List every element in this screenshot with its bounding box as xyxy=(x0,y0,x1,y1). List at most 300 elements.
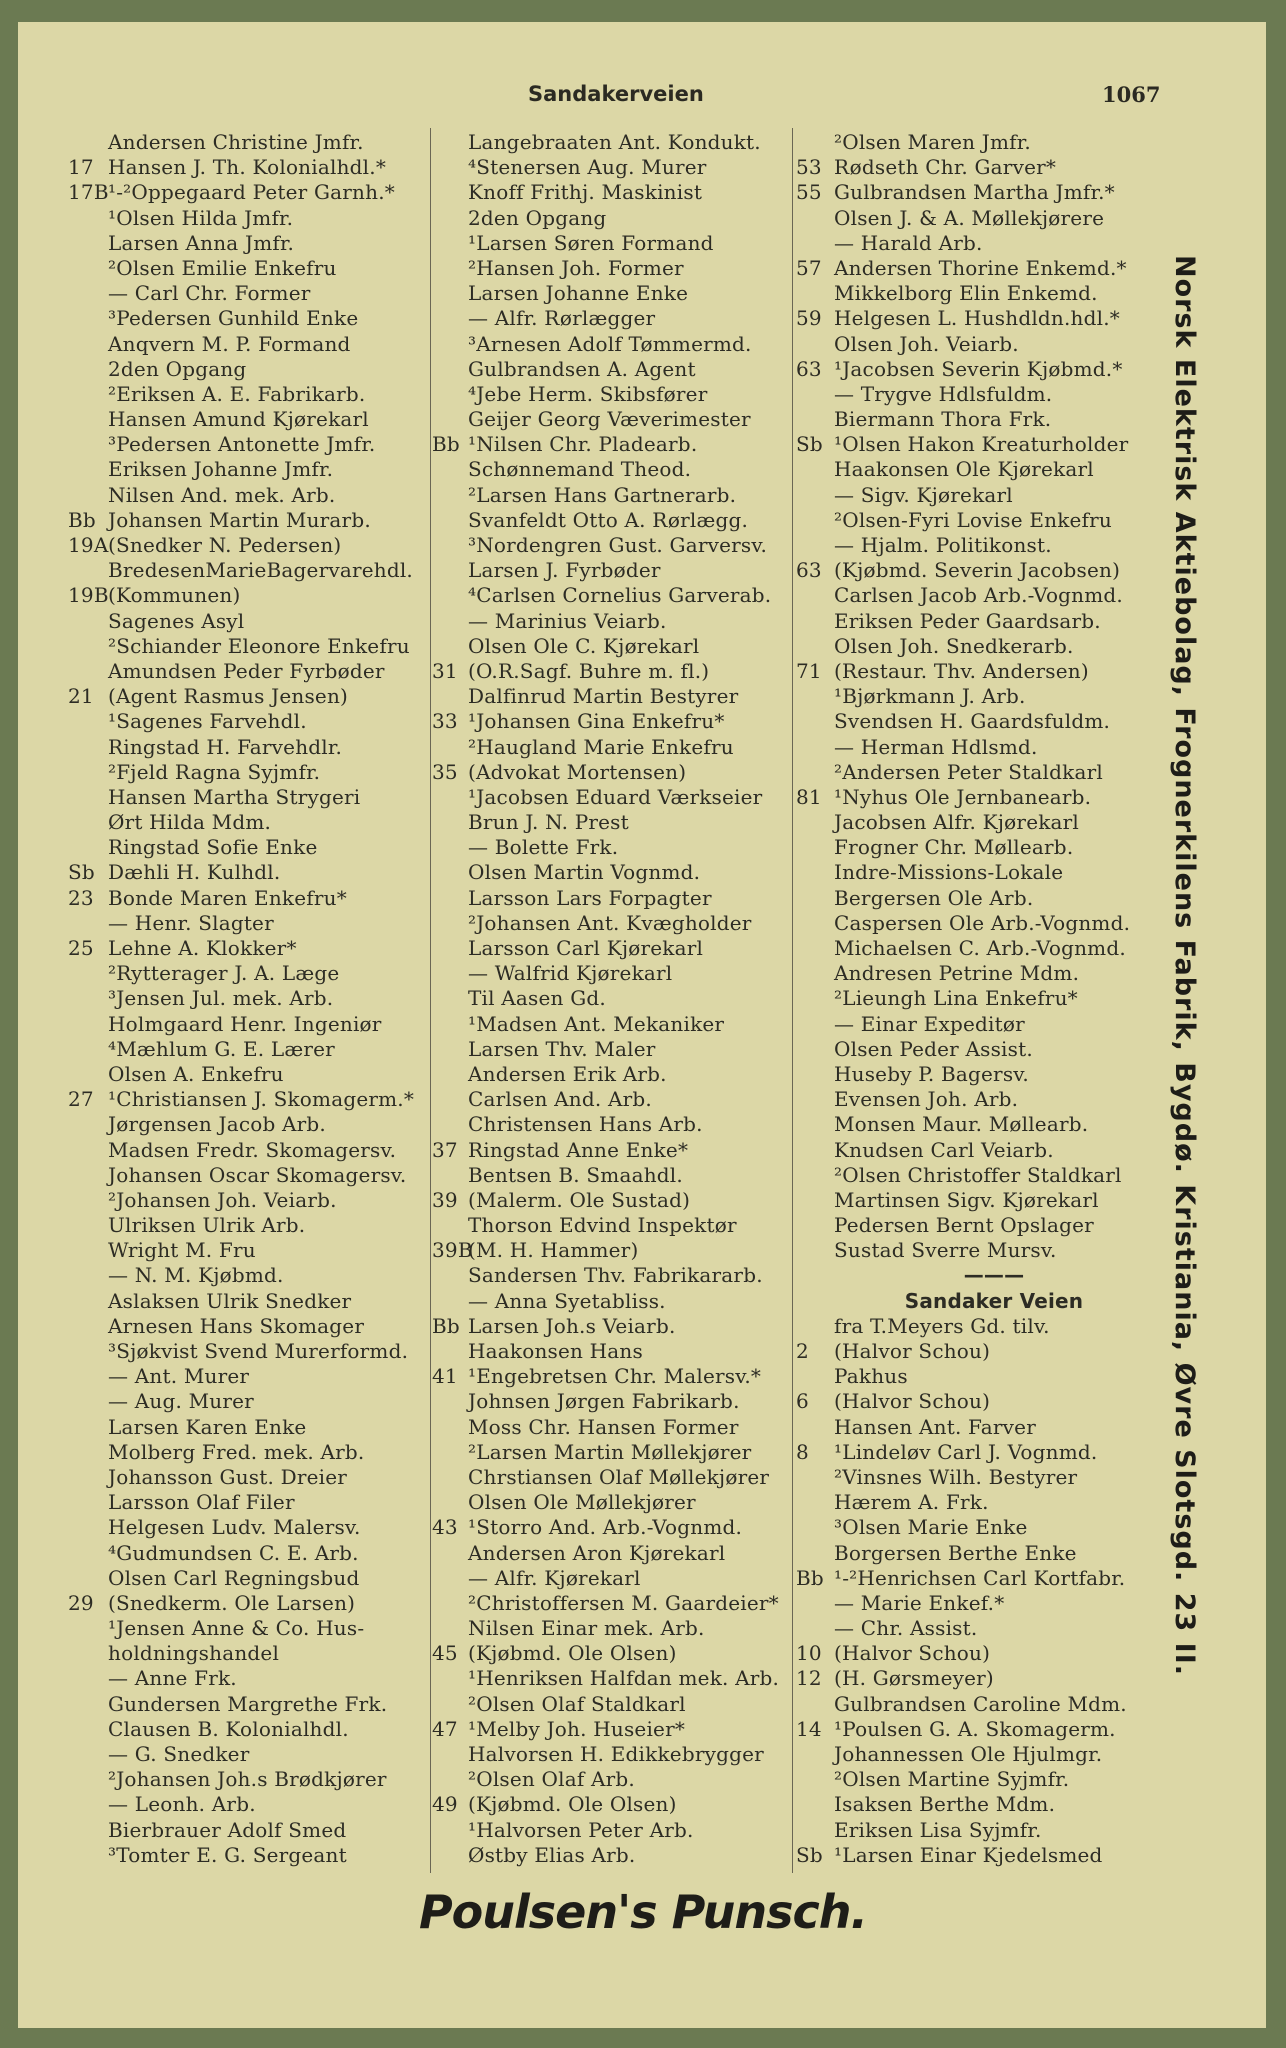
directory-entry xyxy=(68,810,428,835)
house-number: 14 xyxy=(796,1716,822,1741)
directory-column-1 xyxy=(68,130,428,1868)
entry-text: Larsson Lars Forpagter xyxy=(468,885,712,910)
entry-text: Michaelsen C. Arb.-Vognmd. xyxy=(834,936,1126,960)
directory-entry xyxy=(796,709,1156,734)
directory-entry xyxy=(68,1062,428,1087)
directory-entry xyxy=(796,1666,1156,1691)
directory-entry xyxy=(796,1692,1156,1717)
directory-entry xyxy=(796,256,1156,281)
entry-text: holdningshandel xyxy=(108,1641,280,1666)
directory-entry xyxy=(68,306,428,331)
directory-entry xyxy=(432,860,792,885)
house-number: Sb xyxy=(796,432,823,457)
directory-entry xyxy=(68,835,428,860)
directory-entry xyxy=(68,357,428,382)
directory-entry xyxy=(432,1465,792,1490)
directory-entry xyxy=(68,1415,428,1440)
directory-entry xyxy=(432,1742,792,1767)
directory-entry xyxy=(68,1717,428,1742)
directory-entry xyxy=(796,1641,1156,1666)
entry-text: Andersen Thorine Enkemd.* xyxy=(834,255,1127,280)
directory-entry xyxy=(432,357,792,382)
house-number: 21 xyxy=(68,684,94,709)
house-number: 8 xyxy=(796,1439,809,1464)
directory-entry xyxy=(68,508,428,533)
directory-entry xyxy=(432,332,792,357)
directory-entry xyxy=(432,583,792,608)
directory-entry xyxy=(432,206,792,231)
entry-text: ⁴Gudmundsen C. E. Arb. xyxy=(108,1540,359,1565)
entry-text: — G. Snedker xyxy=(108,1742,250,1766)
house-number: 23 xyxy=(68,885,94,910)
entry-text: — Alfr. Rørlægger xyxy=(468,306,656,331)
entry-text: Monsen Maur. Møllearb. xyxy=(834,1112,1089,1137)
entry-text: Hansen Amund Kjørekarl xyxy=(108,407,369,432)
directory-entry xyxy=(796,1087,1156,1112)
house-number: 47 xyxy=(432,1716,458,1741)
directory-entry xyxy=(432,180,792,205)
entry-text: Jørgensen Jacob Arb. xyxy=(108,1112,326,1137)
directory-entry xyxy=(432,986,792,1011)
entry-text: Svendsen H. Gaardsfuldm. xyxy=(834,709,1111,734)
entry-text: Indre-Missions-Lokale xyxy=(834,860,1064,885)
directory-entry xyxy=(796,810,1156,835)
entry-text: Madsen Fredr. Skomagersv. xyxy=(108,1137,397,1162)
entry-text: Gulbrandsen Caroline Mdm. xyxy=(834,1691,1127,1716)
directory-entry xyxy=(432,508,792,533)
entry-text: Huseby P. Bagersv. xyxy=(834,1061,1029,1086)
entry-text: Halvorsen H. Edikkebrygger xyxy=(468,1742,764,1766)
house-number: 55 xyxy=(796,180,822,205)
directory-entry xyxy=(796,1465,1156,1490)
directory-entry xyxy=(796,533,1156,558)
house-number: 45 xyxy=(432,1641,458,1666)
directory-entry xyxy=(432,1163,792,1188)
directory-entry xyxy=(432,785,792,810)
directory-entry xyxy=(432,659,792,684)
directory-entry xyxy=(68,1263,428,1288)
entry-text: ¹Storro And. Arb.-Vognmd. xyxy=(468,1515,743,1540)
entry-text: Eriksen Johanne Jmfr. xyxy=(108,457,334,482)
entry-text: Mikkelborg Elin Enkemd. xyxy=(834,281,1098,306)
house-number: Bb xyxy=(432,1313,460,1338)
directory-entry xyxy=(796,886,1156,911)
directory-entry xyxy=(68,961,428,986)
house-number: 71 xyxy=(796,658,822,683)
entry-text: Johansen Martin Murarb. xyxy=(108,507,371,532)
entry-text: Moss Chr. Hansen Former xyxy=(468,1414,739,1439)
entry-text: ¹Johansen Gina Enkefru* xyxy=(468,709,725,734)
directory-entry xyxy=(68,1213,428,1238)
directory-entry xyxy=(432,1389,792,1414)
house-number: Bb xyxy=(432,432,460,457)
directory-entry xyxy=(68,1012,428,1037)
entry-text: ³Nordengren Gust. Garversv. xyxy=(468,533,768,557)
column-divider xyxy=(792,128,793,1873)
directory-entry xyxy=(432,810,792,835)
directory-entry xyxy=(432,936,792,961)
directory-column-2 xyxy=(432,130,792,1868)
directory-entry xyxy=(796,1289,1156,1314)
directory-entry xyxy=(68,886,428,911)
directory-entry xyxy=(68,1339,428,1364)
directory-entry xyxy=(68,256,428,281)
house-number: 19B xyxy=(68,583,109,608)
entry-text: Larsen Joh.s Veiarb. xyxy=(468,1313,676,1338)
entry-text: Lehne A. Klokker* xyxy=(108,936,297,960)
directory-entry xyxy=(796,1541,1156,1566)
directory-entry xyxy=(796,130,1156,155)
directory-entry xyxy=(796,1238,1156,1263)
entry-text: (Snedkerm. Ole Larsen) xyxy=(108,1590,356,1615)
directory-entry xyxy=(68,1541,428,1566)
entry-text: Olsen Ole Møllekjører xyxy=(468,1490,696,1515)
entry-text: Carlsen Jacob Arb.-Vognmd. xyxy=(834,583,1123,608)
directory-entry xyxy=(796,1163,1156,1188)
page-number: 1067 xyxy=(1102,82,1161,107)
directory-entry xyxy=(432,961,792,986)
side-advertisement-text: Norsk Elektrisk Aktiebolag, Frognerkilens Fabrik, Bygdø. Kristiania, Øvre Slotsgd. 23 II. xyxy=(1169,255,1200,1677)
directory-entry xyxy=(796,1213,1156,1238)
house-number: 19A xyxy=(68,533,109,557)
entry-text: Hansen Ant. Farver xyxy=(834,1414,1036,1439)
directory-entry xyxy=(68,735,428,760)
directory-entry xyxy=(796,1490,1156,1515)
directory-entry xyxy=(68,407,428,432)
directory-entry xyxy=(432,1062,792,1087)
entry-text: ²Olsen-Fyri Lovise Enkefru xyxy=(834,507,1112,532)
entry-text: Clausen B. Kolonialhdl. xyxy=(108,1716,349,1741)
directory-entry xyxy=(68,1566,428,1591)
directory-entry xyxy=(432,1641,792,1666)
directory-entry xyxy=(432,1037,792,1062)
entry-text: Amundsen Peder Fyrbøder xyxy=(108,658,385,683)
directory-entry xyxy=(432,1666,792,1691)
entry-text: (Snedker N. Pedersen) xyxy=(108,533,342,557)
entry-text: ¹Olsen Hilda Jmfr. xyxy=(108,205,294,230)
bottom-advertisement: Poulsen's Punsch. xyxy=(418,1885,868,1939)
directory-entry xyxy=(796,760,1156,785)
directory-entry xyxy=(432,281,792,306)
directory-entry xyxy=(796,1515,1156,1540)
entry-text: — Aug. Murer xyxy=(108,1389,254,1414)
entry-text: (M. H. Hammer) xyxy=(468,1238,639,1263)
entry-text: Olsen J. & A. Møllekjørere xyxy=(834,205,1105,230)
directory-entry xyxy=(796,1389,1156,1414)
directory-entry xyxy=(796,1037,1156,1062)
directory-entry xyxy=(68,1364,428,1389)
directory-entry xyxy=(796,281,1156,306)
entry-text: (Halvor Schou) xyxy=(834,1389,991,1414)
directory-entry xyxy=(796,735,1156,760)
directory-entry xyxy=(68,1389,428,1414)
directory-entry xyxy=(796,1717,1156,1742)
entry-text: Andersen Christine Jmfr. xyxy=(108,130,364,154)
entry-text: (Malerm. Ole Sustad) xyxy=(468,1187,691,1212)
directory-entry xyxy=(68,609,428,634)
entry-text: Nilsen Einar mek. Arb. xyxy=(468,1616,705,1641)
entry-text: Johansson Gust. Dreier xyxy=(108,1464,348,1489)
entry-text: ¹Bjørkmann J. Arb. xyxy=(834,684,1026,709)
entry-text: (O.R.Sagf. Buhre m. fl.) xyxy=(468,658,710,683)
directory-entry xyxy=(796,457,1156,482)
directory-entry xyxy=(68,1440,428,1465)
entry-text: Olsen A. Enkefru xyxy=(108,1061,284,1086)
house-number: 39B xyxy=(432,1238,473,1263)
house-number: 12 xyxy=(796,1666,822,1691)
directory-entry xyxy=(68,1138,428,1163)
directory-entry xyxy=(796,986,1156,1011)
entry-text: Schønnemand Theod. xyxy=(468,457,692,482)
directory-entry xyxy=(432,1818,792,1843)
directory-entry xyxy=(68,332,428,357)
directory-entry xyxy=(432,533,792,558)
directory-entry xyxy=(432,1490,792,1515)
running-title: Sandakerveien xyxy=(528,82,704,106)
house-number: 17B xyxy=(68,180,109,205)
entry-text: ¹Poulsen G. A. Skomagerm. xyxy=(834,1716,1116,1741)
entry-text: ²Larsen Hans Gartnerarb. xyxy=(468,482,737,507)
entry-text: ³Pedersen Antonette Jmfr. xyxy=(108,432,376,457)
entry-text: Ringstad Anne Enke* xyxy=(468,1137,689,1162)
directory-entry xyxy=(796,1440,1156,1465)
entry-text: ¹Melby Joh. Huseier* xyxy=(468,1716,686,1741)
directory-entry xyxy=(796,1767,1156,1792)
entry-text: Dalfinrud Martin Bestyrer xyxy=(468,684,739,709)
entry-text: ¹Lindeløv Carl J. Vognmd. xyxy=(834,1439,1098,1464)
house-number: 49 xyxy=(432,1792,458,1817)
directory-entry xyxy=(796,558,1156,583)
entry-text: Olsen Martin Vognmd. xyxy=(468,860,701,885)
entry-text: ¹Jacobsen Severin Kjøbmd.* xyxy=(834,356,1123,381)
entry-text: — Sigv. Kjørekarl xyxy=(834,482,1013,507)
directory-entry xyxy=(796,1591,1156,1616)
entry-text: Wright M. Fru xyxy=(108,1238,256,1263)
directory-entry xyxy=(432,1364,792,1389)
directory-entry xyxy=(432,1415,792,1440)
directory-entry xyxy=(796,1062,1156,1087)
entry-text: Olsen Joh. Veiarb. xyxy=(834,331,1019,356)
directory-entry xyxy=(796,332,1156,357)
entry-text: ¹Madsen Ant. Mekaniker xyxy=(468,1011,725,1036)
directory-entry xyxy=(68,860,428,885)
entry-text: Sandaker Veien xyxy=(904,1288,1084,1313)
house-number: 25 xyxy=(68,936,94,960)
entry-text: Brun J. N. Prest xyxy=(468,810,629,835)
entry-text: ²Larsen Martin Møllekjører xyxy=(468,1439,752,1464)
directory-entry xyxy=(432,1767,792,1792)
directory-entry xyxy=(68,684,428,709)
entry-text: — Anna Syetabliss. xyxy=(468,1288,666,1313)
entry-text: Gulbrandsen A. Agent xyxy=(468,356,696,381)
directory-entry xyxy=(68,1465,428,1490)
entry-text: — Chr. Assist. xyxy=(834,1616,978,1641)
entry-text: ²Schiander Eleonore Enkefru xyxy=(108,633,410,658)
directory-entry xyxy=(432,911,792,936)
directory-entry xyxy=(796,1263,1156,1288)
entry-text: — Alfr. Kjørekarl xyxy=(468,1565,641,1590)
directory-entry xyxy=(796,180,1156,205)
entry-text: ¹Henriksen Halfdan mek. Arb. xyxy=(468,1666,780,1691)
entry-text: ——— xyxy=(963,1263,1025,1288)
directory-entry xyxy=(796,860,1156,885)
directory-entry xyxy=(796,936,1156,961)
directory-entry xyxy=(68,1087,428,1112)
directory-entry xyxy=(796,306,1156,331)
entry-text: ¹Larsen Einar Kjedelsmed xyxy=(834,1842,1103,1867)
entry-text: Eriksen Lisa Syjmfr. xyxy=(834,1817,1042,1842)
directory-entry xyxy=(432,684,792,709)
directory-entry xyxy=(432,1843,792,1868)
directory-entry xyxy=(432,634,792,659)
directory-entry xyxy=(432,155,792,180)
entry-text: ⁴Mæhlum G. E. Lærer xyxy=(108,1036,335,1061)
entry-text: Ringstad Sofie Enke xyxy=(108,835,318,860)
entry-text: Haakonsen Ole Kjørekarl xyxy=(834,457,1094,482)
directory-entry xyxy=(796,684,1156,709)
entry-text: Rødseth Chr. Garver* xyxy=(834,155,1057,180)
entry-text: ¹Jensen Anne & Co. Hus- xyxy=(108,1616,365,1641)
directory-entry xyxy=(796,432,1156,457)
entry-text: ³Olsen Marie Enke xyxy=(834,1515,1028,1540)
entry-text: Haakonsen Hans xyxy=(468,1339,643,1363)
directory-entry xyxy=(796,659,1156,684)
entry-text: ¹-²Henrichsen Carl Kortfabr. xyxy=(834,1565,1126,1590)
page-header xyxy=(0,82,1286,114)
entry-text: ⁴Jebe Herm. Skibsfører xyxy=(468,381,708,406)
entry-text: — Carl Chr. Former xyxy=(108,281,311,306)
directory-entry xyxy=(796,1339,1156,1364)
entry-text: Helgesen Ludv. Malersv. xyxy=(108,1515,361,1540)
entry-text: — Leonh. Arb. xyxy=(108,1792,256,1817)
entry-text: ²Andersen Peter Staldkarl xyxy=(834,759,1103,784)
directory-entry xyxy=(68,1767,428,1792)
entry-text: Hansen J. Th. Kolonialhdl.* xyxy=(108,155,387,180)
entry-text: ²Lieungh Lina Enkefru* xyxy=(834,986,1078,1011)
entry-text: ²Eriksen A. E. Fabrikarb. xyxy=(108,381,366,406)
house-number: 41 xyxy=(432,1364,458,1389)
entry-text: Knudsen Carl Veiarb. xyxy=(834,1137,1054,1162)
directory-entry xyxy=(432,1238,792,1263)
entry-text: Christensen Hans Arb. xyxy=(468,1112,703,1137)
entry-text: ¹Sagenes Farvehdl. xyxy=(108,709,307,734)
directory-entry xyxy=(796,1188,1156,1213)
directory-entry xyxy=(796,583,1156,608)
entry-text: Olsen Peder Assist. xyxy=(834,1036,1033,1061)
entry-text: Borgersen Berthe Enke xyxy=(834,1540,1077,1565)
directory-entry xyxy=(68,130,428,155)
directory-entry xyxy=(68,432,428,457)
entry-text: Knoff Frithj. Maskinist xyxy=(468,180,703,205)
house-number: 63 xyxy=(796,356,822,381)
entry-text: — Anne Frk. xyxy=(108,1666,237,1691)
house-number: 10 xyxy=(796,1641,822,1666)
entry-text: — N. M. Kjøbmd. xyxy=(108,1263,284,1288)
entry-text: Andresen Petrine Mdm. xyxy=(834,961,1080,986)
entry-text: Ørt Hilda Mdm. xyxy=(108,810,272,835)
directory-entry xyxy=(432,457,792,482)
entry-text: Molberg Fred. mek. Arb. xyxy=(108,1439,365,1464)
entry-text: ¹Jacobsen Eduard Værkseier xyxy=(468,784,763,809)
entry-text: (H. Gørsmeyer) xyxy=(834,1666,994,1691)
directory-entry xyxy=(796,1843,1156,1868)
directory-entry xyxy=(68,382,428,407)
entry-text: (Kommunen) xyxy=(108,583,241,608)
entry-text: — Ant. Murer xyxy=(108,1364,250,1389)
entry-text: ²Johansen Ant. Kvægholder xyxy=(468,910,752,935)
entry-text: Olsen Carl Regningsbud xyxy=(108,1565,360,1590)
entry-text: Johansen Oscar Skomagersv. xyxy=(108,1162,407,1187)
entry-text: — Marinius Veiarb. xyxy=(468,608,667,633)
entry-text: ¹Nyhus Ole Jernbanearb. xyxy=(834,784,1092,809)
directory-entry xyxy=(432,760,792,785)
directory-entry xyxy=(432,1717,792,1742)
house-number: Sb xyxy=(68,860,95,885)
directory-entry xyxy=(68,1037,428,1062)
directory-entry xyxy=(432,1616,792,1641)
entry-text: ²Rytterager J. A. Læge xyxy=(108,961,340,986)
directory-entry xyxy=(432,1440,792,1465)
entry-text: Sagenes Asyl xyxy=(108,608,245,633)
entry-text: ²Olsen Martine Syjmfr. xyxy=(834,1767,1070,1792)
directory-entry xyxy=(432,1138,792,1163)
directory-entry xyxy=(796,1012,1156,1037)
entry-text: — Marie Enkef.* xyxy=(834,1590,1005,1615)
entry-text: Larsen J. Fyrbøder xyxy=(468,558,661,583)
entry-text: Jacobsen Alfr. Kjørekarl xyxy=(834,810,1080,835)
directory-entry xyxy=(796,231,1156,256)
directory-entry xyxy=(432,1087,792,1112)
house-number: 63 xyxy=(796,558,822,583)
directory-entry xyxy=(68,1112,428,1137)
entry-text: Carlsen And. Arb. xyxy=(468,1087,652,1112)
directory-entry xyxy=(68,1666,428,1691)
directory-entry xyxy=(432,432,792,457)
entry-text: — Trygve Hdlsfuldm. xyxy=(834,381,1053,406)
house-number: 43 xyxy=(432,1515,458,1540)
directory-entry xyxy=(432,256,792,281)
entry-text: Ulriksen Ulrik Arb. xyxy=(108,1213,306,1238)
directory-entry xyxy=(432,1515,792,1540)
directory-entry xyxy=(68,457,428,482)
entry-text: (Kjøbmd. Ole Olsen) xyxy=(468,1792,677,1817)
entry-text: Larsen Karen Enke xyxy=(108,1414,307,1439)
entry-text: Biermann Thora Frk. xyxy=(834,407,1052,432)
directory-entry xyxy=(432,609,792,634)
directory-entry xyxy=(796,206,1156,231)
directory-entry xyxy=(432,1188,792,1213)
directory-entry xyxy=(796,961,1156,986)
directory-entry xyxy=(432,1213,792,1238)
directory-entry xyxy=(432,1012,792,1037)
entry-text: Geijer Georg Væverimester xyxy=(468,407,751,432)
directory-entry xyxy=(796,785,1156,810)
entry-text: Gundersen Margrethe Frk. xyxy=(108,1691,388,1716)
entry-text: Bergersen Ole Arb. xyxy=(834,885,1034,910)
directory-entry xyxy=(432,231,792,256)
entry-text: Larsen Anna Jmfr. xyxy=(108,230,295,255)
directory-entry xyxy=(68,483,428,508)
entry-text: Larsson Olaf Filer xyxy=(108,1490,295,1515)
directory-entry xyxy=(432,1112,792,1137)
directory-entry xyxy=(796,911,1156,936)
directory-entry xyxy=(432,1339,792,1364)
entry-text: ¹Christiansen J. Skomagerm.* xyxy=(108,1087,415,1112)
entry-text: ¹-²Oppegaard Peter Garnh.* xyxy=(108,180,395,205)
directory-entry xyxy=(68,180,428,205)
entry-text: ³Pedersen Gunhild Enke xyxy=(108,306,359,331)
directory-entry xyxy=(796,1742,1156,1767)
